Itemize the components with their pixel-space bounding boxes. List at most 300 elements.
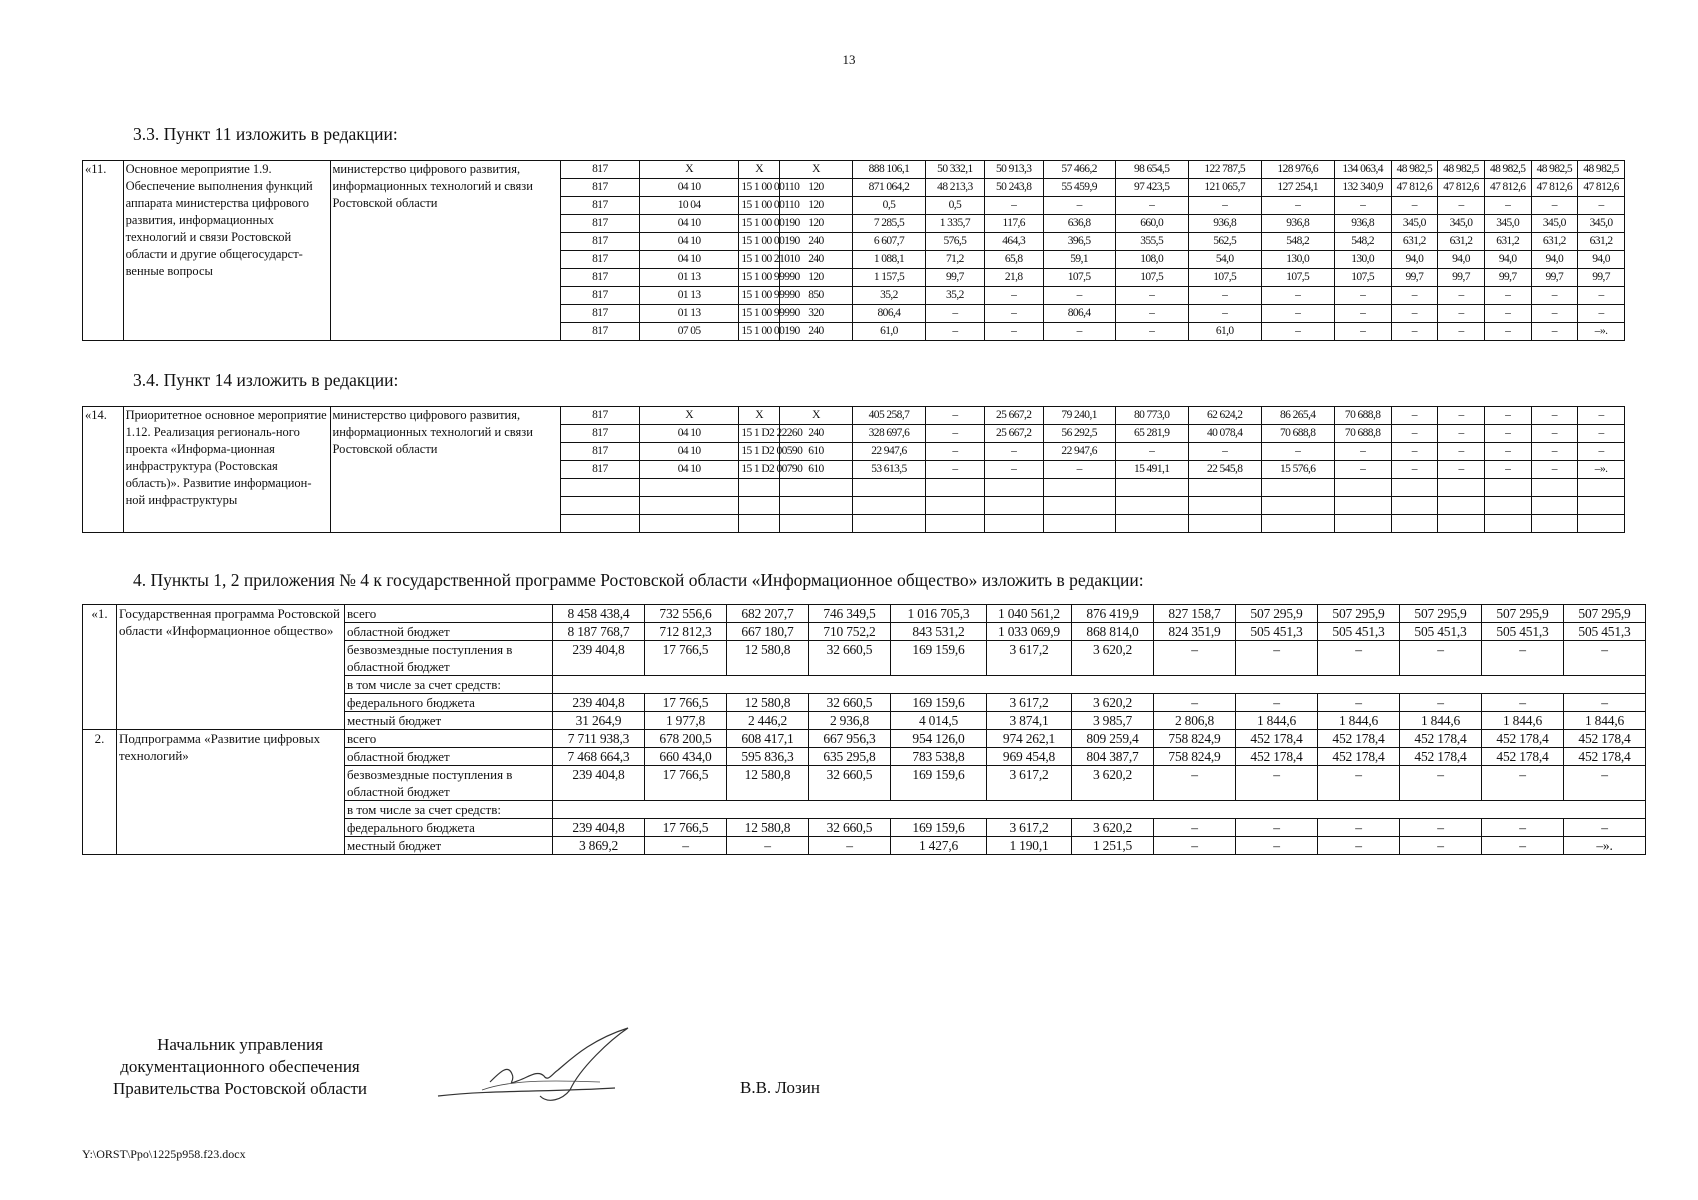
table-cell: 15 576,6 — [1261, 461, 1334, 479]
table-cell: 824 351,9 — [1154, 623, 1236, 641]
table-cell: X — [639, 407, 738, 425]
table-cell: – — [1318, 819, 1400, 837]
table-cell: 806,4 — [852, 305, 925, 323]
table-cell: – — [1318, 641, 1400, 676]
section-3-4-table — [82, 406, 1625, 533]
table-cell: 1 088,1 — [852, 251, 925, 269]
empty-cell — [739, 479, 780, 497]
table-cell: 70 688,8 — [1334, 425, 1391, 443]
empty-cell — [1531, 515, 1578, 533]
table-cell: 660,0 — [1115, 215, 1188, 233]
table-cell: – — [1564, 641, 1646, 676]
table-cell: 936,8 — [1334, 215, 1391, 233]
program-number: 2. — [83, 730, 117, 855]
empty-cell — [1578, 497, 1625, 515]
table-cell: 240 — [779, 425, 852, 443]
table-cell: 50 913,3 — [984, 161, 1043, 179]
table-cell: 99,7 — [1531, 269, 1578, 287]
table-cell: 71,2 — [925, 251, 984, 269]
table-cell: 974 262,1 — [987, 730, 1072, 748]
table-cell: 120 — [779, 269, 852, 287]
table-cell: 548,2 — [1261, 233, 1334, 251]
table-cell: 70 688,8 — [1334, 407, 1391, 425]
table-cell: 50 332,1 — [925, 161, 984, 179]
table-cell: 56 292,5 — [1043, 425, 1115, 443]
table-cell: – — [1043, 461, 1115, 479]
table-cell: 47 812,6 — [1484, 179, 1531, 197]
table-cell: 134 063,4 — [1334, 161, 1391, 179]
signature-position — [80, 1034, 400, 1100]
table-cell: 01 13 — [639, 305, 738, 323]
table-cell: – — [645, 837, 727, 855]
table-cell: 843 531,2 — [891, 623, 987, 641]
table-cell: – — [1236, 766, 1318, 801]
table-cell: 2 936,8 — [809, 712, 891, 730]
table-cell: – — [1531, 461, 1578, 479]
table-cell: 1 844,6 — [1400, 712, 1482, 730]
table-cell: – — [1531, 287, 1578, 305]
table-cell: – — [984, 443, 1043, 461]
item-name: Приоритетное основное мероприятие 1.12. Реализация региональ-ного проекта «Информа-ционная инфраструктура (Ростовская область)». Развитие информацион-ной инфраструктуры — [123, 407, 330, 533]
table-cell: – — [1400, 837, 1482, 855]
table-cell: 15 1 00 99990 — [739, 269, 780, 287]
table-cell: – — [1236, 837, 1318, 855]
empty-cell — [1043, 479, 1115, 497]
table-cell: – — [1154, 641, 1236, 676]
table-cell: 667 180,7 — [727, 623, 809, 641]
table-cell: X — [739, 407, 780, 425]
table-cell: – — [1482, 641, 1564, 676]
empty-cell — [984, 515, 1043, 533]
handwritten-signature-icon — [430, 1020, 640, 1110]
table-cell: – — [1188, 287, 1261, 305]
table-cell: 17 766,5 — [645, 819, 727, 837]
table-cell: 57 466,2 — [1043, 161, 1115, 179]
table-cell: 17 766,5 — [645, 641, 727, 676]
table-cell: 4 014,5 — [891, 712, 987, 730]
table-cell: 758 824,9 — [1154, 748, 1236, 766]
table-row — [83, 407, 1625, 425]
table-cell: – — [1188, 197, 1261, 215]
table-cell: – — [1438, 407, 1485, 425]
table-cell: 117,6 — [984, 215, 1043, 233]
table-cell: – — [1438, 197, 1485, 215]
table-cell: 328 697,6 — [852, 425, 925, 443]
table-cell: 507 295,9 — [1482, 605, 1564, 623]
table-cell: 22 545,8 — [1188, 461, 1261, 479]
table-cell: 1 033 069,9 — [987, 623, 1072, 641]
empty-cell — [984, 497, 1043, 515]
funding-source-label: всего — [345, 605, 553, 623]
table-cell: 758 824,9 — [1154, 730, 1236, 748]
table-cell: 3 874,1 — [987, 712, 1072, 730]
table-cell: 3 617,2 — [987, 766, 1072, 801]
table-cell: 240 — [779, 251, 852, 269]
table-cell: 1 335,7 — [925, 215, 984, 233]
table-cell: 505 451,3 — [1482, 623, 1564, 641]
table-cell: 107,5 — [1188, 269, 1261, 287]
table-cell: 240 — [779, 233, 852, 251]
empty-cell — [1261, 497, 1334, 515]
empty-cell — [1261, 479, 1334, 497]
table-cell: 80 773,0 — [1115, 407, 1188, 425]
table-cell: – — [1531, 305, 1578, 323]
table-cell: 505 451,3 — [1318, 623, 1400, 641]
table-cell: – — [1484, 323, 1531, 341]
empty-cell — [1391, 515, 1438, 533]
table-cell: – — [1564, 766, 1646, 801]
table-cell: 1 844,6 — [1564, 712, 1646, 730]
table-cell: –». — [1564, 837, 1646, 855]
table-cell: 47 812,6 — [1531, 179, 1578, 197]
empty-cell — [1484, 515, 1531, 533]
table-cell: 239 404,8 — [553, 819, 645, 837]
table-cell: 452 178,4 — [1400, 748, 1482, 766]
table-cell: 712 812,3 — [645, 623, 727, 641]
empty-cell — [1334, 479, 1391, 497]
table-cell: 99,7 — [1578, 269, 1625, 287]
table-cell: 15 1 00 00190 — [739, 233, 780, 251]
funding-source-label: областной бюджет — [345, 748, 553, 766]
table-cell: 8 187 768,7 — [553, 623, 645, 641]
empty-cell — [852, 515, 925, 533]
table-cell: 35,2 — [925, 287, 984, 305]
funding-source-label: федерального бюджета — [345, 694, 553, 712]
table-cell: – — [984, 287, 1043, 305]
table-row — [83, 161, 1625, 179]
table-cell: 576,5 — [925, 233, 984, 251]
empty-cell — [1188, 479, 1261, 497]
table-cell: 0,5 — [852, 197, 925, 215]
empty-cell — [1115, 479, 1188, 497]
table-cell: – — [1261, 197, 1334, 215]
empty-cell — [1578, 479, 1625, 497]
table-cell: 04 10 — [639, 179, 738, 197]
empty-cell — [639, 479, 738, 497]
table-cell: 22 947,6 — [852, 443, 925, 461]
table-cell: – — [1236, 819, 1318, 837]
table-cell: 817 — [560, 179, 639, 197]
table-cell: – — [925, 461, 984, 479]
table-cell: – — [1261, 305, 1334, 323]
table-cell: 3 620,2 — [1072, 766, 1154, 801]
table-cell: 94,0 — [1578, 251, 1625, 269]
table-cell: 507 295,9 — [1318, 605, 1400, 623]
table-cell: 120 — [779, 197, 852, 215]
table-cell: 396,5 — [1043, 233, 1115, 251]
table-cell: – — [1115, 305, 1188, 323]
table-cell: – — [984, 305, 1043, 323]
table-cell: 1 040 561,2 — [987, 605, 1072, 623]
empty-cell — [779, 515, 852, 533]
table-cell: 1 190,1 — [987, 837, 1072, 855]
table-cell: – — [1531, 443, 1578, 461]
table-cell: 452 178,4 — [1318, 730, 1400, 748]
table-cell: 817 — [560, 425, 639, 443]
empty-cell — [1188, 515, 1261, 533]
table-cell: 120 — [779, 215, 852, 233]
table-cell: 239 404,8 — [553, 694, 645, 712]
table-cell: 667 956,3 — [809, 730, 891, 748]
table-cell: – — [1154, 837, 1236, 855]
table-cell: 48 982,5 — [1484, 161, 1531, 179]
table-cell: 65 281,9 — [1115, 425, 1188, 443]
table-cell: – — [984, 323, 1043, 341]
table-cell: 3 985,7 — [1072, 712, 1154, 730]
funding-source-label: безвозмездные поступления в областной бюджет — [345, 766, 553, 801]
table-cell: 1 844,6 — [1236, 712, 1318, 730]
table-cell: – — [1531, 425, 1578, 443]
table-cell: 452 178,4 — [1564, 748, 1646, 766]
table-cell: – — [1334, 323, 1391, 341]
table-cell: 610 — [779, 461, 852, 479]
table-cell: 25 667,2 — [984, 407, 1043, 425]
table-cell: 94,0 — [1531, 251, 1578, 269]
empty-cell — [639, 515, 738, 533]
table-cell: 507 295,9 — [1400, 605, 1482, 623]
table-cell: – — [984, 197, 1043, 215]
table-cell: 817 — [560, 287, 639, 305]
table-cell: 65,8 — [984, 251, 1043, 269]
table-cell: – — [1438, 425, 1485, 443]
table-cell: – — [1115, 443, 1188, 461]
position-line-2: документационного обеспечения — [120, 1057, 360, 1076]
empty-cell — [1391, 479, 1438, 497]
table-cell: 108,0 — [1115, 251, 1188, 269]
empty-cell — [560, 479, 639, 497]
table-cell: 32 660,5 — [809, 641, 891, 676]
table-cell: 0,5 — [925, 197, 984, 215]
table-cell: – — [1400, 641, 1482, 676]
funding-source-label: областной бюджет — [345, 623, 553, 641]
table-cell: 04 10 — [639, 443, 738, 461]
empty-cell — [560, 497, 639, 515]
table-cell: 94,0 — [1391, 251, 1438, 269]
page-number: 13 — [842, 52, 856, 67]
file-path-footer: Y:\ORST\Ppo\1225p958.f23.docx — [82, 1147, 246, 1161]
table-cell: 47 812,6 — [1578, 179, 1625, 197]
table-cell: 61,0 — [852, 323, 925, 341]
table-cell: 01 13 — [639, 269, 738, 287]
table-cell: 2 806,8 — [1154, 712, 1236, 730]
table-cell: 15 1 D2 22260 — [739, 425, 780, 443]
table-cell: 12 580,8 — [727, 766, 809, 801]
table-cell: 3 620,2 — [1072, 694, 1154, 712]
section-3-4-heading: 3.4. Пункт 14 изложить в редакции: — [133, 370, 399, 390]
table-cell: 99,7 — [1438, 269, 1485, 287]
table-cell: – — [1482, 694, 1564, 712]
table-cell: – — [1531, 323, 1578, 341]
table-cell: – — [1482, 837, 1564, 855]
table-cell: 1 977,8 — [645, 712, 727, 730]
table-cell: 631,2 — [1438, 233, 1485, 251]
empty-cell — [1188, 497, 1261, 515]
table-cell: – — [1484, 197, 1531, 215]
table-cell: – — [1484, 407, 1531, 425]
table-cell: 507 295,9 — [1236, 605, 1318, 623]
table-cell: 25 667,2 — [984, 425, 1043, 443]
table-cell: 12 580,8 — [727, 819, 809, 837]
table-cell: – — [1334, 305, 1391, 323]
table-cell: 35,2 — [852, 287, 925, 305]
table-cell: 595 836,3 — [727, 748, 809, 766]
empty-cell — [925, 479, 984, 497]
table-cell: 07 05 — [639, 323, 738, 341]
table-cell: 04 10 — [639, 233, 738, 251]
table-cell: – — [1484, 443, 1531, 461]
table-cell: 505 451,3 — [1400, 623, 1482, 641]
table-cell: – — [1400, 694, 1482, 712]
item-executor: министерство цифрового развития, информационных технологий и связи Ростовской области — [330, 407, 560, 533]
table-cell: 806,4 — [1043, 305, 1115, 323]
table-cell: 48 982,5 — [1578, 161, 1625, 179]
table-cell: – — [1043, 323, 1115, 341]
table-cell: 132 340,9 — [1334, 179, 1391, 197]
table-cell: 1 844,6 — [1318, 712, 1400, 730]
table-cell: 3 620,2 — [1072, 819, 1154, 837]
table-cell: 15 1 D2 00790 — [739, 461, 780, 479]
table-cell: 22 947,6 — [1043, 443, 1115, 461]
table-cell: 936,8 — [1261, 215, 1334, 233]
table-cell: X — [639, 161, 738, 179]
table-cell: 888 106,1 — [852, 161, 925, 179]
empty-cell — [1391, 497, 1438, 515]
table-cell: 320 — [779, 305, 852, 323]
table-cell: 876 419,9 — [1072, 605, 1154, 623]
table-cell: 04 10 — [639, 215, 738, 233]
table-cell: 610 — [779, 443, 852, 461]
table-cell: 562,5 — [1188, 233, 1261, 251]
section-3-3-heading: 3.3. Пункт 11 изложить в редакции: — [133, 124, 398, 144]
table-cell: 1 016 705,3 — [891, 605, 987, 623]
table-cell: – — [925, 407, 984, 425]
table-cell: 107,5 — [1043, 269, 1115, 287]
table-cell: – — [925, 425, 984, 443]
table-cell: 817 — [560, 215, 639, 233]
table-cell: 107,5 — [1115, 269, 1188, 287]
table-cell: 32 660,5 — [809, 766, 891, 801]
table-cell: 804 387,7 — [1072, 748, 1154, 766]
table-cell: 107,5 — [1334, 269, 1391, 287]
table-cell: – — [1334, 287, 1391, 305]
table-cell: – — [1578, 197, 1625, 215]
table-cell: – — [1438, 323, 1485, 341]
funding-source-label: местный бюджет — [345, 837, 553, 855]
table-cell: 507 295,9 — [1564, 605, 1646, 623]
table-cell: 130,0 — [1261, 251, 1334, 269]
table-cell: – — [1578, 425, 1625, 443]
table-cell: 746 349,5 — [809, 605, 891, 623]
table-cell: – — [1564, 694, 1646, 712]
table-cell: 631,2 — [1531, 233, 1578, 251]
table-cell: 1 427,6 — [891, 837, 987, 855]
table-cell: – — [1115, 287, 1188, 305]
table-cell: – — [1318, 837, 1400, 855]
empty-cell — [639, 497, 738, 515]
funding-source-label: безвозмездные поступления в областной бюджет — [345, 641, 553, 676]
program-name: Государственная программа Ростовской области «Информационное общество» — [117, 605, 345, 730]
table-cell: – — [1188, 443, 1261, 461]
table-cell: – — [1484, 305, 1531, 323]
table-cell: 169 159,6 — [891, 766, 987, 801]
empty-cell — [1531, 479, 1578, 497]
table-cell: 452 178,4 — [1318, 748, 1400, 766]
table-cell: 120 — [779, 179, 852, 197]
table-cell: 817 — [560, 197, 639, 215]
item-number: «14. — [83, 407, 124, 533]
section-4-table — [82, 604, 1646, 855]
empty-cell — [560, 515, 639, 533]
table-cell: – — [1391, 461, 1438, 479]
table-cell: – — [1578, 305, 1625, 323]
table-cell: – — [1391, 407, 1438, 425]
empty-cell — [1261, 515, 1334, 533]
empty-cell — [1438, 497, 1485, 515]
table-cell: – — [925, 323, 984, 341]
table-cell: –». — [1578, 323, 1625, 341]
table-cell: 32 660,5 — [809, 694, 891, 712]
table-cell: – — [1484, 425, 1531, 443]
table-cell: 04 10 — [639, 461, 738, 479]
empty-cell — [1531, 497, 1578, 515]
table-cell: 817 — [560, 161, 639, 179]
table-cell: 12 580,8 — [727, 694, 809, 712]
table-cell: – — [1236, 641, 1318, 676]
table-cell: 7 711 938,3 — [553, 730, 645, 748]
table-cell: 345,0 — [1484, 215, 1531, 233]
table-cell: 710 752,2 — [809, 623, 891, 641]
table-cell: 3 620,2 — [1072, 641, 1154, 676]
table-cell: – — [1400, 819, 1482, 837]
table-cell: – — [1484, 461, 1531, 479]
table-cell: 121 065,7 — [1188, 179, 1261, 197]
table-cell: – — [727, 837, 809, 855]
table-cell: 405 258,7 — [852, 407, 925, 425]
table-cell: 8 458 438,4 — [553, 605, 645, 623]
table-cell: – — [925, 443, 984, 461]
section-4-heading: 4. Пункты 1, 2 приложения № 4 к государственной программе Ростовской области «Информационное общество» изложить в редакции: — [133, 570, 1144, 590]
table-cell: 130,0 — [1334, 251, 1391, 269]
table-cell: –». — [1578, 461, 1625, 479]
program-name: Подпрограмма «Развитие цифровых технологий» — [117, 730, 345, 855]
table-cell: 86 265,4 — [1261, 407, 1334, 425]
table-cell: 99,7 — [1391, 269, 1438, 287]
table-cell: – — [1578, 443, 1625, 461]
table-cell: 50 243,8 — [984, 179, 1043, 197]
table-cell: X — [779, 161, 852, 179]
table-cell: 936,8 — [1188, 215, 1261, 233]
empty-cell — [1334, 497, 1391, 515]
table-cell: 505 451,3 — [1236, 623, 1318, 641]
table-cell: 1 251,5 — [1072, 837, 1154, 855]
empty-cell — [1043, 497, 1115, 515]
table-cell: 98 654,5 — [1115, 161, 1188, 179]
table-cell: 47 812,6 — [1391, 179, 1438, 197]
table-cell: 817 — [560, 461, 639, 479]
table-row — [83, 605, 1646, 623]
table-cell: 21,8 — [984, 269, 1043, 287]
section-3-3-table — [82, 160, 1625, 341]
table-cell: – — [1188, 305, 1261, 323]
table-cell: – — [1154, 766, 1236, 801]
table-cell: 817 — [560, 251, 639, 269]
empty-cell — [1115, 497, 1188, 515]
table-cell: 452 178,4 — [1482, 748, 1564, 766]
empty-cell — [852, 497, 925, 515]
table-cell: 636,8 — [1043, 215, 1115, 233]
table-cell: 608 417,1 — [727, 730, 809, 748]
table-cell: 954 126,0 — [891, 730, 987, 748]
